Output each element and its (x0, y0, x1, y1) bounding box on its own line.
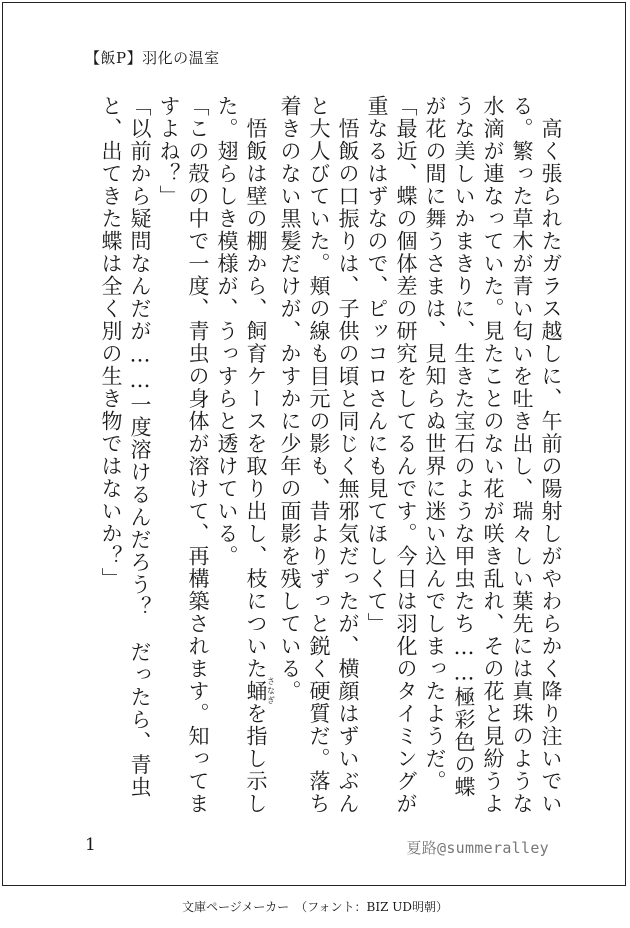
ruby-reading: さなぎ (266, 677, 276, 706)
author-credit: 夏路@summeralley (406, 839, 549, 857)
paragraph-3: 悟飯の口振りは、子供の頃と同じく無邪気だったが、横顔はずいぶんと大人びていた。頬の線も目元の影も、昔よりずっと鋭く硬質だ。落ち着きのない黒髪だけが、かすかに少年の面影を残している。 (278, 95, 360, 815)
book-page (2, 2, 626, 886)
generator-credit: 文庫ページメーカー （フォント：BIZ UD明朝） (181, 900, 448, 914)
paragraph-1: 高く張られたガラス越しに、午前の陽射しがやわらかく降り注いでいる。繁った草木が青い匂いを吐き出し、瑞々しい葉先には真珠のような水滴が連なっていた。見たことのない花が咲き乱れ、その花と見紛うような美しいかまきりに、生きた宝石のような甲虫たち……極彩色の蝶が花の間に舞うさまは、見知らぬ世界に迷い込んでしまったようだ。 (423, 95, 563, 815)
page-number: 1 (85, 835, 96, 855)
paragraph-4-start: 悟飯は壁の棚から、飼育ケースを取り出し、枝についた (244, 95, 268, 680)
story-title: 【飯P】羽化の温室 (85, 49, 220, 67)
ruby-base: 蛹 (244, 677, 268, 706)
paragraph-6: 「以前から疑問なんだが……一度溶けるんだろう？ だったら、青虫と、出てきた蝶は全く別の生き物ではないか？」 (99, 95, 152, 799)
paragraph-4-end: を指し示した。翅らしき模様が、うっすらと透けている。 (215, 95, 268, 815)
paragraph-5: 「この殻の中で一度、青虫の身体が溶けて、再構築されます。知ってますよね？」 (157, 95, 210, 815)
ruby-word (244, 677, 276, 706)
story-body (73, 95, 565, 815)
paragraph-4 (212, 95, 275, 815)
paragraph-2: 「最近、蝶の個体差の研究をしてるんです。今日は羽化のタイミングが重なるはずなので、ピッコロさんにも見てほしくて」 (365, 95, 418, 815)
